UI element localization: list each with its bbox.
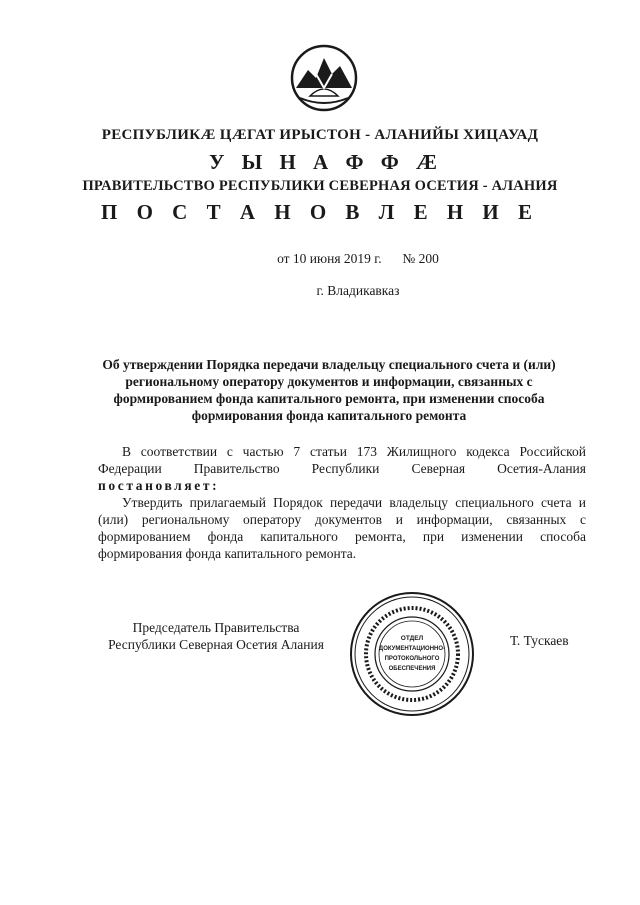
decree-number: № 200 — [402, 251, 439, 266]
decree-date: от 10 июня 2019 г. — [277, 251, 382, 266]
header-government-line: ПРАВИТЕЛЬСТВО РЕСПУБЛИКИ СЕВЕРНАЯ ОСЕТИЯ - АЛАНИЯ — [82, 178, 558, 194]
body-paragraph-preamble — [98, 443, 586, 494]
header-republic-line: РЕСПУБЛИКÆ ЦÆГАТ ИРЫСТОН - АЛАНИЙЫ ХИЦАУАД — [101, 127, 539, 143]
decree-city: г. Владикавказ — [316, 283, 400, 298]
official-seal-stamp — [348, 590, 476, 718]
body-paragraph-resolution: Утвердить прилагаемый Порядок передачи владельцу специального счета и (или) региональному оператору документов и информации, связанных с формированием фонда капитального ремонта, при изменении способа формирования фонда капитального ремонта. — [98, 495, 586, 561]
decree-date-line — [0, 251, 640, 267]
preamble-text: В соответствии с частью 7 статьи 173 Жилищного кодекса Российской Федерации Правительство Республики Северная Осетия-Алания — [98, 444, 586, 476]
stamp-center-line4: ОБЕСПЕЧЕНИЯ — [388, 666, 436, 672]
header-decree-ossetian: У Ы Н А Ф Ф Æ — [208, 150, 444, 174]
header-decree-title: П О С Т А Н О В Л Е Н И Е — [100, 200, 539, 224]
signatory-title — [96, 619, 336, 653]
signatory-title-line1: Председатель Правительства — [132, 620, 300, 635]
decree-keyword: постановляет: — [98, 478, 220, 493]
signatory-title-line2: Республики Северная Осетия Алания — [108, 637, 324, 652]
stamp-center-line2: ДОКУМЕНТАЦИОННО- — [378, 646, 446, 652]
stamp-center-line1: ОТДЕЛ — [400, 635, 424, 642]
signatory-name: Т. Тускаев — [510, 633, 569, 648]
decree-subject: Об утверждении Порядка передачи владельцу специального счета и (или) региональному оператору документов и информации, связанных с формированием фонда капитального ремонта, при изменении способа формирования фонда капитального ремонта — [102, 357, 556, 423]
stamp-center-line3: ПРОТОКОЛЬНОГО — [384, 656, 440, 662]
coat-of-arms-emblem — [290, 44, 358, 112]
